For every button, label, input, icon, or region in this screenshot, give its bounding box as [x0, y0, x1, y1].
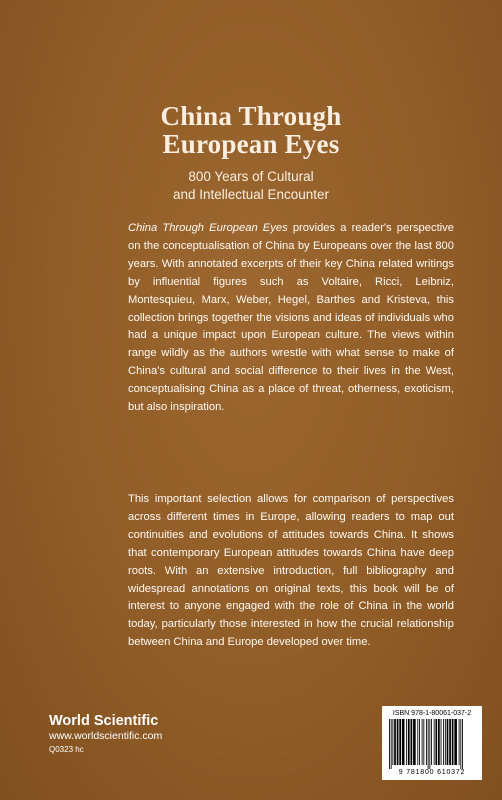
barcode-bar [452, 719, 454, 765]
barcode-bar [441, 719, 442, 765]
barcode-bar [460, 719, 461, 769]
barcode-bar [459, 719, 460, 765]
barcode-bars [387, 719, 477, 769]
blurb-paragraph-1 [128, 220, 454, 417]
barcode-bar [389, 719, 390, 769]
blurb-book-title-italic: China Through European Eyes [128, 222, 288, 234]
barcode-bar [449, 719, 451, 765]
barcode-bar [429, 719, 430, 769]
barcode-bar [423, 719, 424, 765]
barcode-bar [422, 719, 423, 765]
barcode-bar [406, 719, 407, 765]
barcode-bar [391, 719, 392, 769]
barcode-bar [462, 719, 463, 769]
barcode-bar [445, 719, 446, 765]
barcode-bar [411, 719, 413, 765]
isbn-label: ISBN 978-1-80061-037-2 [392, 710, 472, 717]
barcode-bar [438, 719, 440, 765]
barcode-bar [434, 719, 435, 765]
barcode-bar [454, 719, 457, 765]
blurb-paragraph-1-text: provides a reader's perspective on the conceptualisation of China by Europeans over the last 800 years. With annotated excerpts of their key China related writings by influential figures such as Voltaire, Ricci, Leibniz, Montesquieu, Marx, Weber, Hegel, Barthes and Kristeva, this collection brings together the visions and ideas of individuals who had a unique impact upon European culture. The views within range wildly as the authors wrestle with what sense to make of China's cultural and social difference to their lives in the West, conceptualising China as a place of threat, otherness, exoticism, but also inspiration. [128, 222, 454, 414]
barcode-bar [443, 719, 444, 765]
barcode-bar [447, 719, 449, 765]
barcode-bar [397, 719, 399, 765]
barcode-bar [419, 719, 420, 765]
book-subtitle [0, 168, 502, 204]
barcode-bar [417, 719, 418, 765]
barcode-bar [408, 719, 410, 765]
barcode-bar [428, 719, 429, 769]
barcode-bar [402, 719, 405, 765]
publisher-name: World Scientific [49, 713, 159, 729]
barcode-digits: 9 781800 610372 [398, 769, 466, 776]
publisher-url: www.worldscientific.com [49, 730, 163, 742]
book-title-line-1: China Through [160, 101, 342, 131]
book-title-line-2: European Eyes [162, 129, 340, 159]
barcode-bar [431, 719, 432, 765]
blurb-paragraph-2: This important selection allows for comparison of perspectives across different times in Europe, allowing readers to map out continuities and evolutions of attitudes towards China. It shows that contemporary European attitudes towards China have deep roots. With an extensive introduction, full bibliography and widespread annotations on original texts, this book will be of interest to anyone engaged with the role of China in the world today, particularly those interested in how the crucial relationship between China and Europe developed over time. [128, 493, 454, 649]
barcode-bar [392, 719, 393, 765]
product-code: Q0323 hc [49, 745, 84, 754]
barcode-bar [413, 719, 416, 765]
book-subtitle-line-2: and Intellectual Encounter [172, 187, 330, 202]
publisher-block [49, 713, 162, 755]
book-subtitle-line-1: 800 Years of Cultural [188, 169, 314, 184]
barcode-bar [399, 719, 401, 765]
barcode-bar [435, 719, 437, 765]
barcode-bar [394, 719, 396, 765]
book-title [0, 102, 502, 158]
isbn-barcode [382, 706, 482, 780]
barcode-bar [426, 719, 427, 765]
